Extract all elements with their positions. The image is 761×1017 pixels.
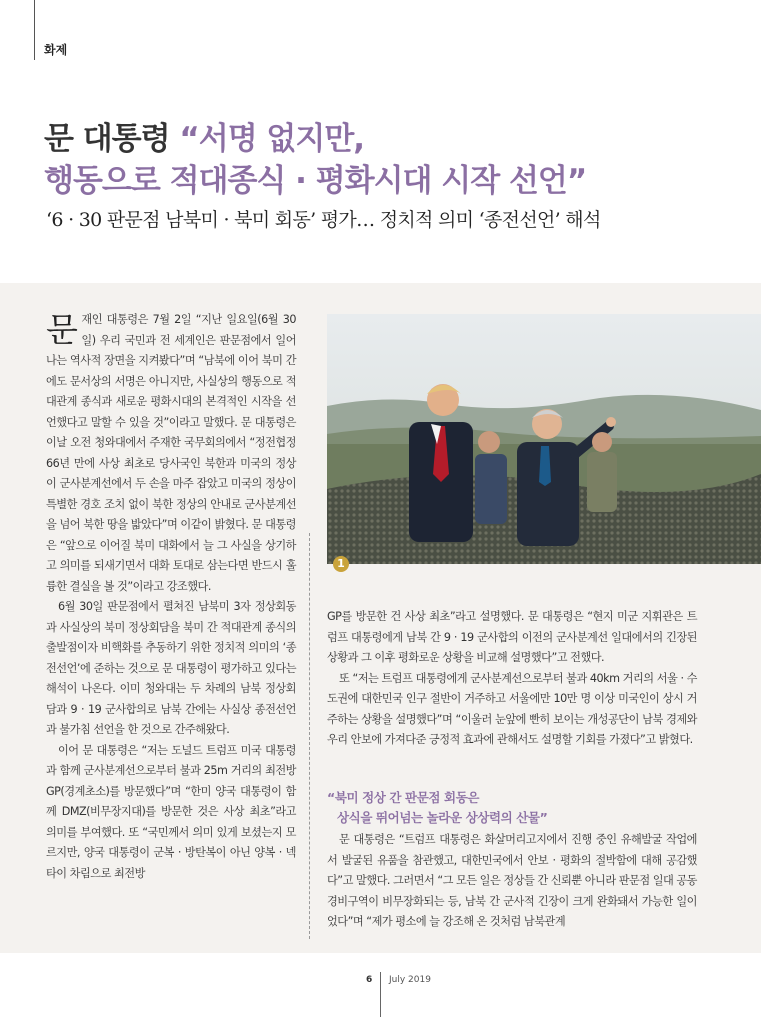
article-left-column — [46, 310, 296, 884]
photo-illustration — [327, 314, 761, 564]
column-divider — [309, 533, 310, 939]
headline-line1-dark: 문 대통령 — [44, 121, 180, 157]
issue-date: July 2019 — [389, 975, 431, 985]
page-number: 6 — [366, 975, 373, 985]
photo — [327, 314, 761, 564]
headline-line2: 행동으로 적대종식 · 평화시대 시작 선언” — [44, 163, 587, 199]
article-paragraph: 문 대통령은 “트럼프 대통령은 화살머리고지에서 진행 중인 유해발굴 작업에서 발굴된 유품을 참관했고, 대한민국에서 안보 · 평화의 절박함에 대해 공감했다”고 말했다. 그러면서 “그 모든 일은 정상들 간 신뢰뿐 아니라 판문점 일대 공동경비구역이 비무장화되는 등, 남북 간 군사적 긴장이 크게 완화돼서 가능한 일이었다”며 “제가 평소에 늘 강조해 온 것처럼 남북관계 — [327, 833, 697, 928]
paragraph-text: 재인 대통령은 7월 2일 “지난 일요일(6월 30일) 우리 국민과 전 세계인은 판문점에서 일어나는 역사적 장면을 지켜봤다”며 “남북에 이어 북미 간에도 문서상의 서명은 아니지만, 사실상의 행동으로 적대관계 종식과 새로운 평화시대의 본격적인 시작을 선언했다고 말할 수 있을 것”이라고 말했다. 문 대통령은 이날 오전 청와대에서 주재한 국무회의에서 “정전협정 66년 만에 사상 최초로 당사국인 북한과 미국의 정상이 군사분계선에서 두 손을 마주 잡았고 미국의 정상이 특별한 경호 조치 없이 북한 정상의 안내로 군사분계선을 넘어 북한 땅을 밟았다”며 이같이 밝혔다. 문 대통령은 “앞으로 이어질 북미 대화에서 늘 그 사실을 상기하고 의미를 되새기면서 대화 토대로 삼는다면 반드시 훌륭한 결실을 볼 것”이라고 강조했다. — [46, 313, 296, 593]
article-right-column — [327, 607, 697, 751]
top-rule — [34, 0, 35, 60]
article-paragraph: 이어 문 대통령은 “저는 도널드 트럼프 미국 대통령과 함께 군사분계선으로부터 불과 25m 거리의 최전방 GP(경계초소)를 방문했다”며 “한미 양국 대통령이 함께 DMZ(비무장지대)를 방문한 것은 사상 최초”라고 의미를 부여했다. 또 “국민께서 의미 있게 보셨는지 모르지만, 양국 대통령이 군복 · 방탄복이 아닌 양복 · 넥타이 차림으로 최전방 — [46, 743, 296, 880]
article-paragraph: 또 “저는 트럼프 대통령에게 군사분계선으로부터 불과 40km 거리의 서울 · 수도권에 대한민국 인구 절반이 거주하고 서울에만 10만 명 이상 미국인이 상시 거주하는 상황을 설명했다”며 “이울러 눈앞에 빤히 보이는 개성공단이 남북 경제와 우리 안보에 가져다준 긍정적 효과에 관해서도 설명할 기회를 가졌다”고 밝혔다. — [327, 671, 697, 746]
article-right-column-bottom — [327, 830, 697, 933]
photo-number-badge: 1 — [333, 556, 349, 572]
headline — [44, 118, 586, 202]
subtitle: ‘6 · 30 판문점 남북미 · 북미 회동’ 평가… 정치적 의미 ‘종전선언’ 해석 — [46, 209, 601, 231]
dropcap: 문 — [46, 310, 78, 349]
article-paragraph: 6월 30일 판문점에서 펼쳐진 남북미 3자 정상회동과 사실상의 북미 정상회담을 북미 간 적대관계 종식의 출발점이자 비핵화를 추동하기 위한 정치적 의미의 ‘종전선언’에 준하는 것으로 문 대통령이 평가하고 있다는 해석이 나온다. 이미 청와대는 두 차례의 남북 정상회담과 9 · 19 군사합의로 남북 간에는 사실상 종전선언과 불가침 선언을 한 것으로 간주해왔다. — [46, 600, 296, 736]
footer-rule — [380, 972, 381, 1017]
subheading-line1: “북미 정상 간 판문점 회동은 — [327, 790, 480, 805]
headline-line1-accent: “서명 없지만, — [179, 121, 365, 157]
section-label: 화제 — [44, 43, 68, 57]
article-paragraph — [46, 310, 296, 597]
subheading — [327, 788, 547, 828]
subheading-line2: 상식을 뛰어넘는 놀라운 상상력의 산물” — [337, 810, 548, 825]
article-paragraph: GP를 방문한 건 사상 최초”라고 설명했다. 문 대통령은 “현지 미군 지휘관은 트럼프 대통령에게 남북 간 9 · 19 군사합의 이전의 군사분계선 일대에서의 긴장된 상황과 그 이후 평화로운 상황을 비교해 설명했다”고 전했다. — [327, 610, 697, 664]
